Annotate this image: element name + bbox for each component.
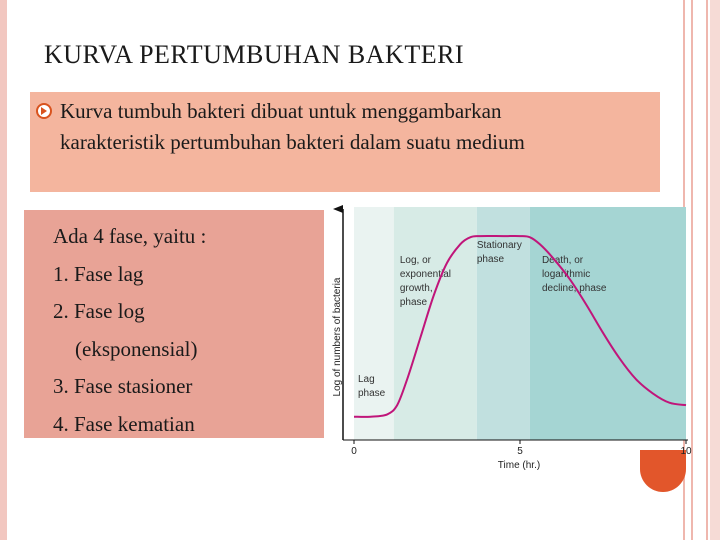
phase-item-continuation: (eksponensial) [75, 336, 198, 361]
phase-region-death [530, 207, 686, 440]
y-axis-label: Log of numbers of bacteria [332, 277, 343, 397]
phase-list-heading: Ada 4 fase, yaitu : [53, 224, 207, 248]
x-tick-label: 10 [680, 446, 692, 457]
phase-label-log: Log, or exponential growth, phase [399, 255, 451, 308]
phase-item: 1. Fase lag [53, 261, 144, 286]
phase-item: 3. Fase stasioner [53, 374, 193, 398]
phase-region-lag [354, 207, 394, 440]
right-decor-band [710, 0, 720, 540]
intro-line-2: karakteristik pertumbuhan bakteri dalam suatu medium [60, 130, 525, 154]
phase-label-stationary: Stationary phase [476, 240, 522, 265]
x-axis-label: Time (hr.) [497, 460, 541, 471]
phase-label-lag: Lag phase [358, 374, 386, 399]
left-decor-bar [0, 0, 7, 540]
phase-list [53, 218, 206, 443]
bullet-arrow-icon [36, 103, 52, 119]
phase-label-death: Death, or logarithmic decline, phase [541, 255, 607, 294]
slide-title: KURVA PERTUMBUHAN BAKTERI [44, 40, 465, 69]
intro-text [60, 96, 660, 158]
phase-item: 2. Fase log [53, 299, 145, 323]
phase-region-log [394, 207, 477, 440]
right-decor-line [706, 0, 708, 540]
x-tick-label: 0 [351, 446, 357, 457]
phase-item: 4. Fase kematian [53, 411, 195, 436]
x-ticks [351, 440, 692, 457]
x-tick-label: 5 [517, 446, 523, 457]
growth-curve-chart [326, 203, 694, 480]
intro-line-1: Kurva tumbuh bakteri dibuat untuk menggambarkan [60, 99, 502, 123]
